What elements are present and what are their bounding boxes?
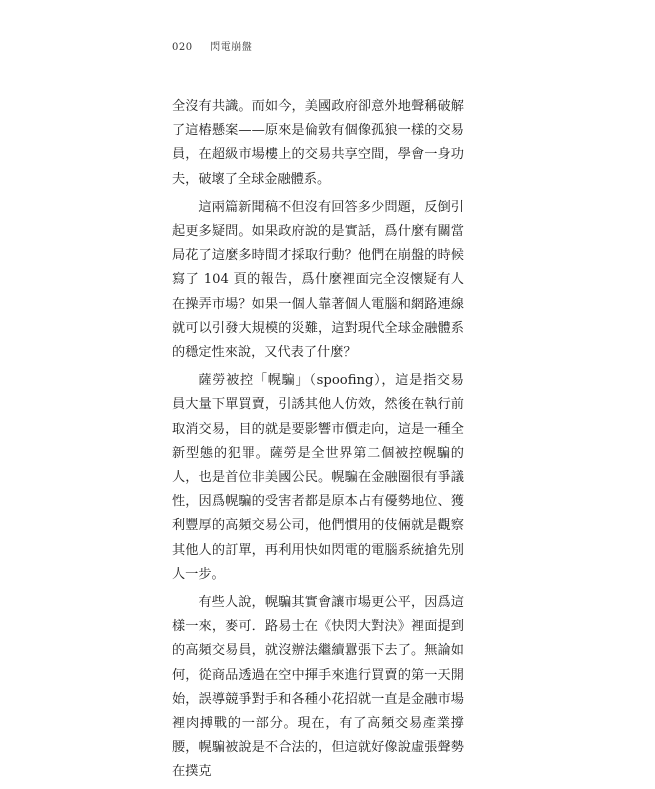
page-number: 020 — [172, 42, 193, 53]
paragraph-3: 薩勞被控「幌騙」（spoofing），這是指交易員大量下單買賣，引誘其他人仿效，然後在執行前取消交易，目的就是要影響市價走向，這是一種全新型態的犯罪。薩勞是全世界第二個被控幌騙的人，也是首位非美國公民。幌騙在金融圈很有爭議性，因爲幌騙的受害者都是原本占有優勢地位、獲利豐厚的高頻交易公司，他們慣用的伎倆就是觀察其他人的訂單，再利用快如閃電的電腦系統搶先別人一步。 — [172, 373, 464, 582]
paragraph-4: 有些人說，幌騙其實會讓市場更公平，因爲這樣一來，麥可．路易士在《快閃大對決》裡面提到的高頻交易員，就沒辦法繼續囂張下去了。無論如何，從商品透過在空中揮手來進行買賣的第一天開始，誤導競爭對手和各種小花招就一直是金融市場裡肉搏戰的一部分。現在，有了高頻交易產業撐腰，幌騙被說是不合法的，但這就好像說虛張聲勢在撲克 — [172, 595, 464, 780]
running-header — [172, 38, 252, 53]
body-text — [172, 95, 464, 789]
book-title: 閃電崩盤 — [210, 42, 253, 53]
paragraph-2: 這兩篇新聞稿不但沒有回答多少問題，反倒引起更多疑問。如果政府說的是實話，爲什麼有關當局花了這麼多時間才採取行動？他們在崩盤的時候寫了 104 頁的報告，爲什麼裡面完全沒懷疑有人在操弄市場？如果一個人靠著個人電腦和網路連線就可以引發大規模的災難，這對現代全球金融體系的穩定性來說，又代表了什麼？ — [172, 199, 464, 361]
paragraph-1: 全沒有共識。而如今，美國政府卻意外地聲稱破解了這樁懸案——原來是倫敦有個像孤狼一樣的交易員，在超級市場樓上的交易共享空間，學會一身功夫，破壞了全球金融體系。 — [172, 99, 464, 187]
